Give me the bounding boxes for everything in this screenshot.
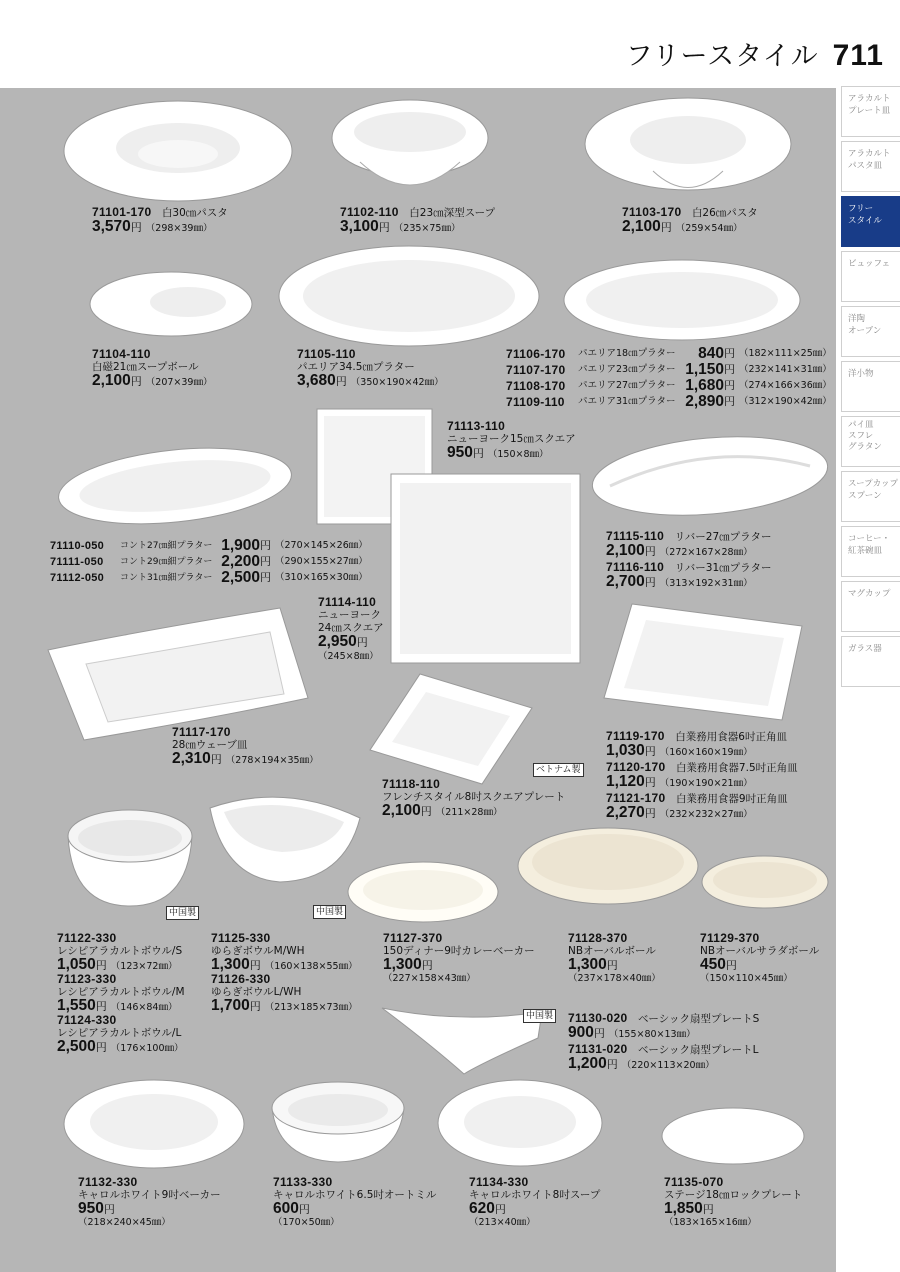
product-71114 [318,596,384,663]
product-71105 [297,348,444,389]
yen-unit: 円 [725,959,737,972]
product-name: ベーシック扇型プレートL [637,1044,759,1056]
yen-unit: 円 [420,805,432,818]
product-name: NBオーバルボール [568,945,656,957]
product-code: 71120-170 [606,760,666,774]
product-price: 1,050 [57,956,96,973]
yen-unit: 円 [103,1203,115,1216]
made-in-china-badge: 中国製 [166,906,199,920]
yen-unit: 円 [260,571,271,584]
product-size: （190×190×21㎜） [659,778,753,789]
product-price: 2,890 [685,393,724,410]
product-code: 71114-110 [318,595,377,609]
product-code: 71115-110 [606,529,665,543]
product-71113 [447,420,576,461]
yen-unit: 円 [95,959,107,972]
product-price: 2,100 [606,542,645,559]
tab-label: ガラス器 [848,644,882,654]
product-size: （170×50㎜） [273,1217,340,1228]
price-value: 450 [700,956,726,973]
yen-unit: 円 [335,375,347,388]
product-71128 [568,932,661,985]
product-71101 [92,206,228,235]
product-71132 [78,1176,221,1229]
price-value: 1,300 [383,956,422,973]
product-size: （123×72㎜） [110,961,178,972]
product-71129 [700,932,819,985]
product-price: 2,270 [606,804,645,821]
product-price [568,958,661,972]
product-name: コント29㎝細プラター [120,557,213,567]
product-name: 白23㎝深型スープ [409,207,496,219]
product-size: （232×141×31㎜） [739,364,832,375]
product-code: 71113-110 [447,419,506,433]
tab-label: スプーン [848,491,882,501]
ny-square-24-image [390,473,582,665]
yen-unit: 円 [606,1058,618,1071]
tab-label: グラタン [848,442,882,452]
product-name: 白磁21㎝スープボール [92,361,199,373]
pasta-plate-26-image [583,96,793,200]
product-name: フレンチスタイル8吋スクエアプレート [382,791,566,803]
product-size: （259×54㎜） [675,223,743,234]
yen-unit: 円 [210,753,222,766]
product-71115 [606,530,772,559]
product-price: 1,550 [57,997,96,1014]
made-in-china-badge: 中国製 [313,905,346,919]
yen-unit: 円 [644,545,656,558]
product-code: 71109-110 [506,395,565,409]
product-name: 白業務用食器7.5吋正角皿 [675,762,798,774]
product-code: 71108-170 [506,379,566,393]
product-name: 28㎝ウェーブ皿 [172,739,248,751]
yen-unit: 円 [724,363,735,376]
product-size: （245×8㎜） [318,651,379,662]
product-size: （218×240×45㎜） [78,1217,171,1228]
product-code: 71129-370 [700,931,760,945]
product-code: 71130-020 [568,1011,628,1025]
curry-baker-image [346,858,500,930]
product-list-paella [506,346,832,410]
product-size: （213×185×73㎜） [264,1002,358,1013]
product-code: 71104-110 [92,347,151,361]
product-size: （211×28㎜） [435,807,503,818]
product-size: （290×155×27㎜） [275,556,368,567]
yen-unit: 円 [260,539,271,552]
product-code: 71119-170 [606,729,665,743]
tab-free-style[interactable] [841,196,900,247]
yen-unit: 円 [606,959,618,972]
yen-unit: 円 [130,375,142,388]
tab-buffet[interactable] [841,251,900,302]
product-price: 2,950 [318,633,357,650]
product-name: 150ディナー9吋カレーベーカー [383,945,535,957]
product-price: 1,700 [211,997,250,1014]
product-code: 71121-170 [606,791,666,805]
product-code: 71135-070 [664,1175,724,1189]
product-name: レシピアラカルトボウル/L [57,1027,182,1039]
carol-soup-image [436,1076,604,1170]
product-code: 71122-330 [57,931,117,945]
carol-oatmeal-image [268,1078,408,1164]
rock-plate-image [660,1104,806,1168]
product-71117 [172,726,319,767]
product-size: （183×165×16㎜） [664,1217,757,1228]
product-price [78,1202,221,1216]
product-71130 [568,1012,759,1041]
tab-label: プレート皿 [848,106,891,116]
product-price: 2,100 [92,372,131,389]
tab-a-la-carte-plate[interactable] [841,86,900,137]
product-name: コント31㎝細プラター [120,573,213,583]
tab-label: フリー [848,204,874,214]
product-price: 1,120 [606,773,645,790]
yen-unit: 円 [702,1203,714,1216]
yen-unit: 円 [644,576,656,589]
product-code: 71123-330 [57,972,117,986]
product-code: 71103-170 [622,205,682,219]
yen-unit: 円 [95,1041,107,1054]
product-size: （150×110×45㎜） [700,973,793,984]
product-price: 1,200 [568,1055,607,1072]
product-code: 71101-170 [92,205,152,219]
price-value: 950 [78,1200,104,1217]
yen-unit: 円 [644,807,656,820]
product-name: キャロルホワイト9吋ベーカー [78,1189,221,1201]
product-name: キャロルホワイト6.5吋オートミル [273,1189,437,1201]
product-size: （350×190×42㎜） [350,377,444,388]
product-list-yuragi-bowl [211,932,358,1014]
product-name: パエリア23㎝プラター [578,364,676,375]
french-square-plate-image [368,672,534,786]
yen-unit: 円 [660,221,672,234]
product-name: リバー27㎝プラター [674,531,772,543]
product-code: 71126-330 [211,972,271,986]
tab-label: スフレ [848,431,874,441]
product-name: ゆらぎボウルM/WH [211,945,305,957]
tab-glassware[interactable] [841,636,900,687]
product-name: NBオーバルサラダボール [700,945,820,957]
page-title: フリースタイル [625,41,819,72]
product-price: 2,500 [221,569,260,586]
product-price: 1,150 [685,361,724,378]
product-71121 [606,792,788,821]
product-name: ニューヨーク [318,609,381,621]
yen-unit: 円 [472,447,484,460]
product-size: （160×138×55㎜） [264,961,358,972]
product-size: （227×158×43㎜） [383,973,476,984]
product-price [273,1202,436,1216]
page-number: 711 [832,39,884,72]
product-code: 71127-370 [383,931,443,945]
yen-unit: 円 [494,1203,506,1216]
product-price [700,958,819,972]
tab-label: アラカルト [848,149,891,159]
product-71103 [622,206,758,235]
category-tabs [841,86,900,691]
product-71134 [469,1176,600,1229]
yen-unit: 円 [593,1027,605,1040]
product-size: （146×84㎜） [110,1002,178,1013]
product-size: （272×167×28㎜） [659,547,753,558]
yen-unit: 円 [95,1000,107,1013]
nb-salad-bowl-image [700,854,830,912]
soup-bowl-21-image [88,270,254,342]
product-size: （213×40㎜） [469,1217,536,1228]
tab-label: コーヒー・ [848,534,891,544]
product-code: 71124-330 [57,1013,117,1027]
product-name: パエリア27㎝プラター [578,380,676,391]
product-name: 白業務用食器9吋正角皿 [675,793,788,805]
product-price: 950 [447,444,473,461]
product-price: 2,310 [172,750,211,767]
pasta-plate-30-image [62,96,294,206]
yen-unit: 円 [724,379,735,392]
product-name: ベーシック扇型プレートS [637,1013,760,1025]
product-71116 [606,561,772,590]
product-price: 1,030 [606,742,645,759]
yen-unit: 円 [724,347,735,360]
tab-a-la-carte-pasta[interactable] [841,141,900,192]
tab-western-oven[interactable] [841,306,900,357]
product-name: 24㎝スクエア [318,622,384,634]
tab-mug-cup[interactable] [841,581,900,632]
product-code: 71105-110 [297,347,356,361]
yen-unit: 円 [249,959,261,972]
product-code: 71128-370 [568,931,628,945]
product-71131 [568,1043,758,1072]
product-size: （160×160×19㎜） [659,747,753,758]
product-size: （237×178×40㎜） [568,973,661,984]
product-code: 71134-330 [469,1175,529,1189]
product-size: （274×166×36㎜） [739,380,832,391]
product-code: 71116-110 [606,560,665,574]
price-value: 1,850 [664,1200,703,1217]
product-price: 3,570 [92,218,131,235]
product-code: 71111-050 [50,556,104,568]
carol-baker-image [62,1076,246,1172]
product-size: （220×113×20㎜） [621,1060,715,1071]
product-71119 [606,730,787,759]
product-size: （312×190×42㎜） [739,396,832,407]
price-value: 1,300 [568,956,607,973]
product-price: 3,680 [297,372,336,389]
made-in-china-badge: 中国製 [523,1009,556,1023]
product-size: （150×8㎜） [487,449,549,460]
wave-plate-image [44,606,312,742]
tab-pie-souffle-gratin[interactable] [841,416,900,467]
product-name: コント27㎝細プラター [120,541,213,551]
tab-label: スープカップ [848,479,898,489]
yen-unit: 円 [644,776,656,789]
paella-platter-image [562,258,802,342]
yen-unit: 円 [298,1203,310,1216]
recipe-bowl-image [66,806,194,908]
product-price: 3,100 [340,218,379,235]
tab-label: アラカルト [848,94,891,104]
river-platter-image [590,430,830,522]
deep-soup-23-image [330,98,490,196]
product-name: 白30㎝パスタ [161,207,228,219]
tab-coffee-tea[interactable] [841,526,900,577]
product-name: パエリア18㎝プラター [578,348,676,359]
product-size: （182×111×25㎜） [739,348,832,359]
square-plate-6-image [602,598,806,724]
tab-western-small[interactable] [841,361,900,412]
product-code: 71133-330 [273,1175,333,1189]
product-list-conte [50,538,368,586]
product-price: 2,200 [221,553,260,570]
tab-soup-cup-spoon[interactable] [841,471,900,522]
product-price: 2,700 [606,573,645,590]
product-size: （155×80×13㎜） [608,1029,696,1040]
slim-platter-image [56,444,294,528]
product-name: レシピアラカルトボウル/S [57,945,183,957]
product-size: （310×165×30㎜） [275,572,368,583]
tab-label: 洋小物 [848,369,874,379]
product-code: 71107-170 [506,363,566,377]
price-value: 600 [273,1200,299,1217]
fan-plate-image [380,1004,544,1076]
yen-unit: 円 [356,636,368,649]
tab-label: 紅茶碗皿 [848,546,883,556]
product-name: 白業務用食器6吋正角皿 [675,731,787,743]
product-price [383,958,535,972]
product-71135 [664,1176,802,1229]
tab-label: 洋陶 [848,314,866,324]
product-code: 71132-330 [78,1175,138,1189]
yen-unit: 円 [378,221,390,234]
product-code: 71118-110 [382,777,441,791]
product-name: レシピアラカルトボウル/M [57,986,185,998]
tab-label: ビュッフェ [848,259,891,269]
paella-platter-34-image [277,244,541,348]
product-71104 [92,348,212,389]
product-size: （298×39㎜） [145,223,213,234]
product-size: （235×75㎜） [393,223,461,234]
product-size: （270×145×26㎜） [275,540,368,551]
product-code: 71112-050 [50,572,105,584]
product-name: キャロルホワイト8吋スープ [469,1189,601,1201]
product-price: 2,100 [382,802,421,819]
tab-label: パイ皿 [848,420,874,430]
product-price: 1,900 [221,537,260,554]
yen-unit: 円 [421,959,433,972]
yen-unit: 円 [249,1000,261,1013]
product-price [469,1202,600,1216]
product-name: ゆらぎボウルL/WH [211,986,302,998]
product-code: 71102-110 [340,205,399,219]
product-code: 71110-050 [50,540,105,552]
product-name: リバー31㎝プラター [674,562,772,574]
made-in-vietnam-badge: ベトナム製 [533,763,584,777]
product-size: （207×39㎜） [145,377,213,388]
product-price: 2,100 [622,218,661,235]
product-71102 [340,206,495,235]
product-name: 白26㎝パスタ [691,207,758,219]
product-size: （232×232×27㎜） [659,809,753,820]
product-price: 1,300 [211,956,250,973]
product-code: 71117-170 [172,725,231,739]
product-size: （278×194×35㎜） [225,755,319,766]
yen-unit: 円 [260,555,271,568]
product-code: 71125-330 [211,931,271,945]
product-71133 [273,1176,436,1229]
page-header [626,34,884,73]
product-list-recipe-bowl [57,932,185,1055]
tab-label: スタイル [848,216,882,226]
product-71127 [383,932,535,985]
product-code: 71106-170 [506,347,566,361]
tab-label: オーブン [848,326,882,336]
product-71118 [382,778,565,819]
product-price [664,1202,802,1216]
product-size: （313×192×31㎜） [659,578,753,589]
product-price: 2,500 [57,1038,96,1055]
product-size: （176×100㎜） [110,1043,184,1054]
tab-label: マグカップ [848,589,891,599]
product-name: ニューヨーク15㎝スクエア [447,433,576,445]
tab-label: パスタ皿 [848,161,883,171]
product-price: 900 [568,1024,594,1041]
product-name: パエリア31㎝プラター [578,396,676,407]
product-71120 [606,761,798,790]
yen-unit: 円 [724,395,735,408]
yen-unit: 円 [130,221,142,234]
price-value: 620 [469,1200,495,1217]
product-name: ステージ18㎝ロックプレート [664,1189,803,1201]
nb-oval-bowl-image [516,826,700,910]
product-price: 1,680 [685,377,724,394]
yuragi-bowl-image [204,788,366,886]
product-price: 840 [698,345,724,362]
product-code: 71131-020 [568,1042,628,1056]
product-name: パエリア34.5㎝プラター [297,361,415,373]
yen-unit: 円 [644,745,656,758]
